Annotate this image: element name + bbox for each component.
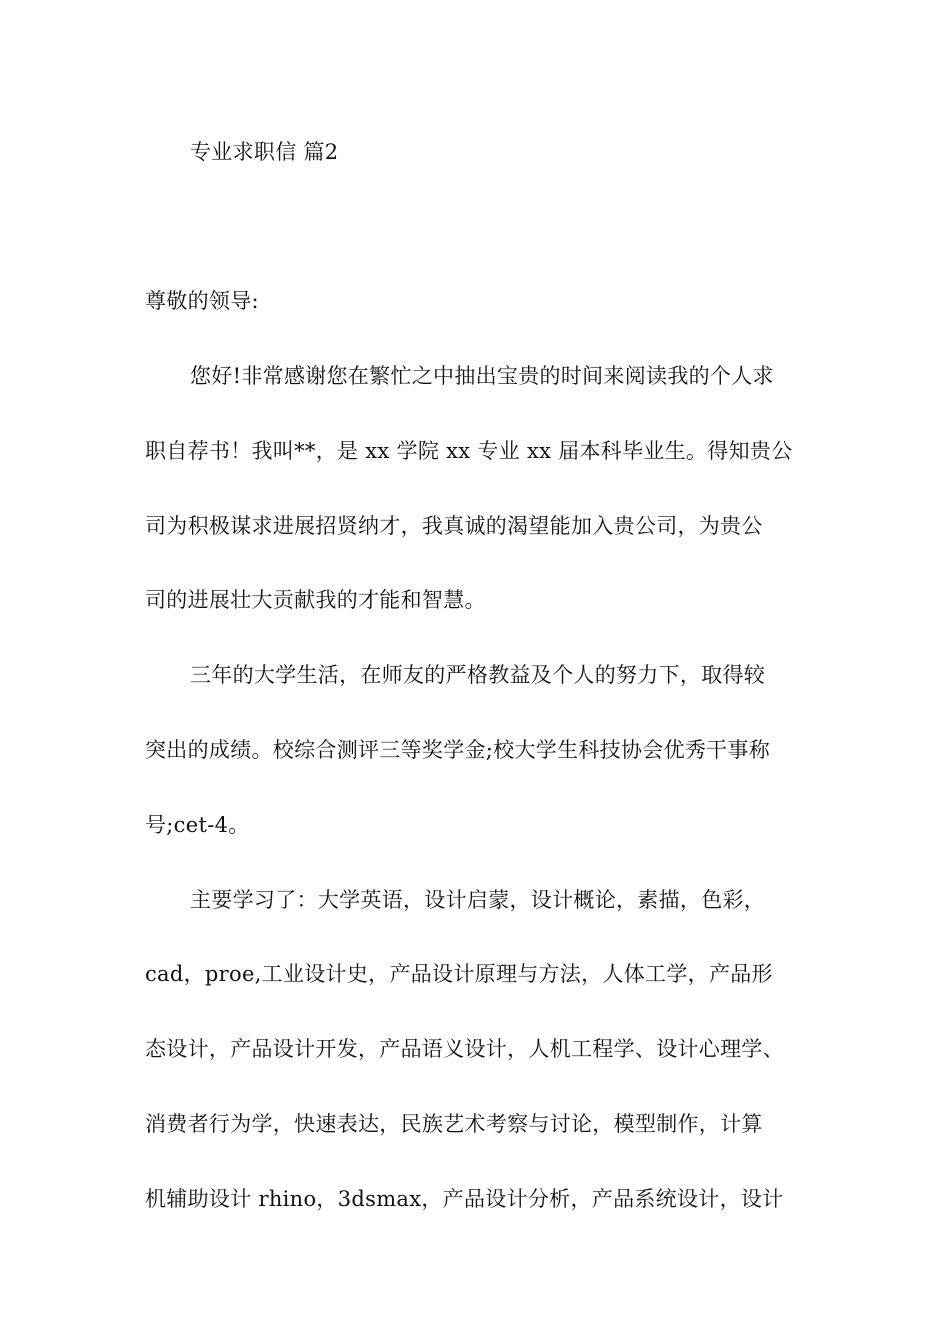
paragraph-line: 三年的大学生活，在师友的严格教益及个人的努力下，取得较 <box>190 663 766 687</box>
paragraph-line: 号;cet-4。 <box>145 813 250 837</box>
paragraph-line: cad，proe,工业设计史，产品设计原理与方法，人体工学，产品形 <box>145 962 773 986</box>
paragraph-line: 职自荐书！我叫**，是 xx 学院 xx 专业 xx 届本科毕业生。得知贵公 <box>145 439 793 463</box>
paragraph-line: 司为积极谋求进展招贤纳才，我真诚的渴望能加入贵公司，为贵公 <box>145 514 763 538</box>
paragraph-line: 您好!非常感谢您在繁忙之中抽出宝贵的时间来阅读我的个人求 <box>190 364 774 388</box>
paragraph-line: 主要学习了：大学英语，设计启蒙，设计概论，素描，色彩， <box>190 888 766 912</box>
paragraph-line: 突出的成绩。校综合测评三等奖学金;校大学生科技协会优秀干事称 <box>145 738 771 762</box>
paragraph-line: 机辅助设计 rhino，3dsmax，产品设计分析，产品系统设计，设计 <box>145 1187 784 1211</box>
salutation: 尊敬的领导: <box>145 289 259 313</box>
paragraph-line: 消费者行为学，快速表达，民族艺术考察与讨论，模型制作，计算 <box>145 1112 763 1136</box>
paragraph-line: 司的进展壮大贡献我的才能和智慧。 <box>145 588 486 612</box>
document-heading: 专业求职信 篇2 <box>190 140 339 164</box>
paragraph-line: 态设计，产品设计开发，产品语义设计，人机工程学、设计心理学、 <box>145 1037 784 1061</box>
